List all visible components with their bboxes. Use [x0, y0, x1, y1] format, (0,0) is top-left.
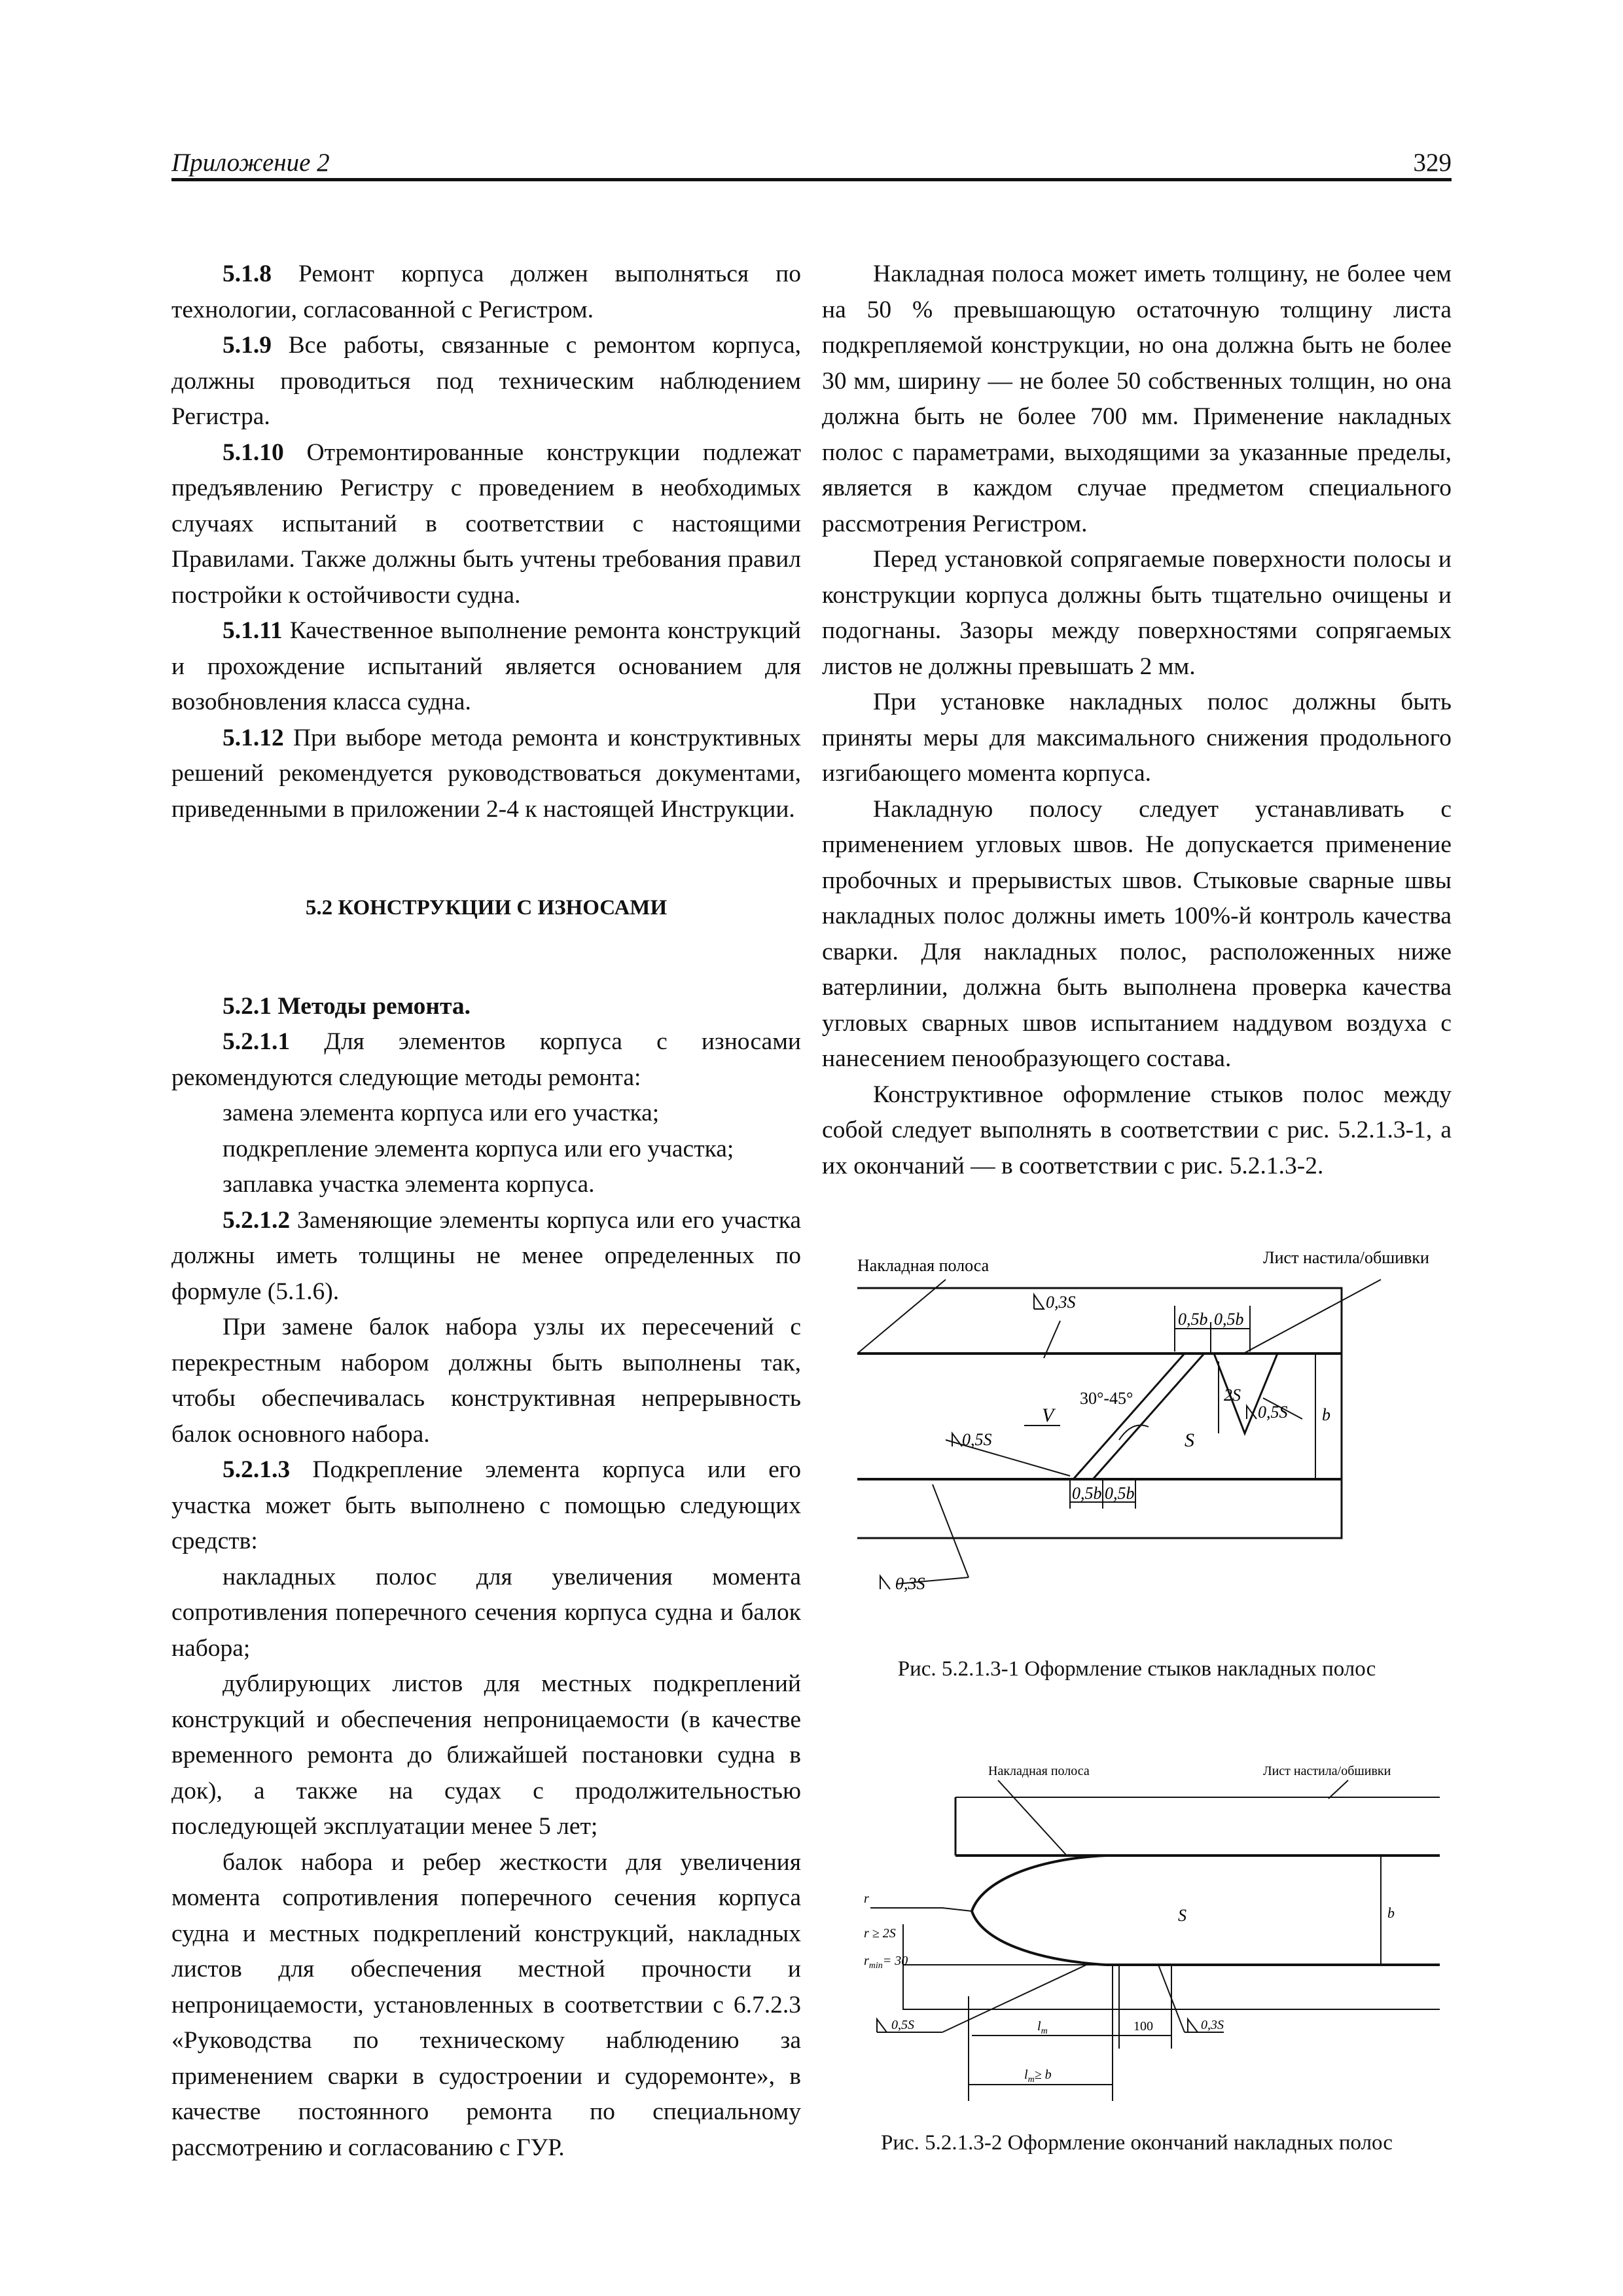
- dim-label: 0,5b: [1072, 1484, 1102, 1503]
- dim-b-label: b: [1322, 1405, 1330, 1424]
- header-rule: [171, 178, 1452, 181]
- section-title: 5.2 КОНСТРУКЦИИ С ИЗНОСАМИ: [305, 896, 668, 920]
- label-sheet: Лист настила/обшивки: [1263, 1764, 1391, 1778]
- paragraph-5-1-8: [171, 257, 801, 328]
- r-min-symbol: r: [864, 1954, 869, 1968]
- paragraph: Накладную полосу следует устанавливать с применением угловых швов. Не допускается применение пробочных и прерывистых швов. Стыковые сварные швы накладных полос должны иметь 100%-й контроль качества сварки. Для накладных полос, расположенных ниже ватерлинии, должна быть выполнена проверка качества угловых сварных швов испытанием наддувом воздуха с нанесением пенообразующего состава.: [822, 795, 1452, 1072]
- figure-1-caption: Рис. 5.2.1.3-1 Оформление стыков накладных полос: [897, 1657, 1376, 1681]
- paragraph: Перед установкой сопрягаемые поверхности полосы и конструкции корпуса должны быть тщательно очищены и подогнаны. Зазоры между поверхностями сопрягаемых листов не должны превышать 2 мм.: [822, 546, 1452, 680]
- paragraph-5-1-12: [171, 721, 801, 828]
- s-label: S: [1185, 1429, 1194, 1451]
- label-strip: Накладная полоса: [857, 1256, 990, 1275]
- weld-top-label: 0,3S: [1046, 1293, 1076, 1312]
- figure-strip-end: [851, 1741, 1453, 2147]
- paragraph-5-2-1-1: [171, 1024, 801, 1096]
- spacer: [171, 926, 801, 989]
- r-min-subscript: min: [868, 1961, 883, 1971]
- dim-label: 0,5b: [1214, 1310, 1244, 1329]
- label-sheet: Лист настила/обшивки: [1263, 1248, 1429, 1267]
- clause-number: 5.2.1.1: [223, 1028, 291, 1055]
- v-label: V: [1042, 1405, 1054, 1426]
- weld-bottom-label: 0,3S: [895, 1574, 925, 1593]
- strip-end-curve: [972, 1856, 1106, 1965]
- clause-number: 5.1.8: [223, 260, 272, 287]
- s-label: S: [1178, 1906, 1186, 1925]
- clause-number: 5.1.10: [223, 439, 284, 466]
- list-item: заплавка участка элемента корпуса.: [223, 1171, 595, 1198]
- paragraph: При установке накладных полос должны быть приняты меры для максимального снижения продольного изгибающего момента корпуса.: [822, 689, 1452, 787]
- right-column: [822, 257, 1452, 1184]
- figure-2-caption: Рис. 5.2.1.3-2 Оформление окончаний накладных полос: [880, 2131, 1393, 2155]
- clause-text: Отремонтированные конструкции подлежат предъявлению Регистру с проведением в необходимых случаях испытаний в соответствии с настоящими Правилами. Также должны быть учтены требования правил постройки к остойчивости судна.: [171, 439, 801, 609]
- subsection-heading: 5.2.1 Методы ремонта.: [223, 992, 471, 1020]
- clause-text: Заменяющие элементы корпуса или его участка должны иметь толщины не менее определенных по формуле (5.1.6).: [171, 1206, 801, 1305]
- weld-left-label: 0,5S: [891, 2018, 914, 2032]
- paragraph: Конструктивное оформление стыков полос между собой следует выполнять в соответствии с рис. 5.2.1.3-1, а их окончаний — в соответствии с рис. 5.2.1.3-2.: [822, 1081, 1452, 1179]
- lm-subscript: m: [1027, 2075, 1035, 2085]
- joint-line-2: [1093, 1354, 1204, 1479]
- list-item: замена элемента корпуса или его участка;: [223, 1100, 660, 1126]
- list-item: балок набора и ребер жесткости для увеличения момента сопротивления поперечного сечения корпуса судна и местных подкреплений конструкций, накладных листов для обеспечения местной прочности и непроницаемости, установленных в соответствии с 6.7.2.3 «Руководства по техническому наблюдению за применением сварки в судостроении и судоремонте», в качестве постоянного ремонта по специальному рассмотрению и согласованию с ГУР.: [171, 1848, 801, 2161]
- paragraph-5-2-1-2: [171, 1203, 801, 1310]
- r-min-value: = 30: [882, 1954, 908, 1968]
- clause-text: При выборе метода ремонта и конструктивных решений рекомендуется руководствоваться документами, приведенными в приложении 2-4 к настоящей Инструкции.: [171, 724, 801, 823]
- clause-number: 5.1.11: [223, 617, 283, 644]
- clause-text: Для элементов корпуса с износами рекомендуются следующие методы ремонта:: [171, 1028, 801, 1091]
- paragraph-5-1-10: [171, 435, 801, 614]
- figure-strip-joint: [844, 1244, 1453, 1715]
- dim-100-label: 100: [1133, 2019, 1153, 2034]
- r-label: r: [864, 1892, 869, 1906]
- paragraph: При замене балок набора узлы их пересечений с перекрестным набором должны быть выполнены так, чтобы обеспечивалась конструктивная непрерывность балок основного набора.: [171, 1314, 801, 1448]
- clause-number: 5.2.1.3: [223, 1456, 291, 1483]
- weld-left-label: 0,5S: [962, 1430, 992, 1449]
- list-item: подкрепление элемента корпуса или его участка;: [223, 1135, 734, 1162]
- joint-line: [1073, 1354, 1185, 1479]
- clause-number: 5.1.9: [223, 332, 272, 359]
- b-label: b: [1387, 1905, 1395, 1921]
- dim-2s-label: 2S: [1224, 1386, 1241, 1405]
- clause-number: 5.1.12: [223, 724, 284, 751]
- clause-text: Подкрепление элемента корпуса или его участка может быть выполнено с помощью следующих средств:: [171, 1456, 801, 1554]
- dim-label: 0,5b: [1105, 1484, 1135, 1503]
- clause-text: Все работы, связанные с ремонтом корпуса, должны проводиться под техническим наблюдением Регистра.: [171, 332, 801, 430]
- lm-ge-value: ≥ b: [1034, 2068, 1052, 2082]
- weld-right-label: 0,5S: [1258, 1403, 1288, 1422]
- lm-symbol: l: [1024, 2068, 1028, 2082]
- list-item: накладных полос для увеличения момента сопротивления поперечного сечения корпуса судна и балок набора;: [171, 1563, 801, 1662]
- r-min-label: [864, 1954, 908, 1971]
- angle-label: 30°-45°: [1080, 1389, 1133, 1408]
- r-ge-label: r ≥ 2S: [864, 1926, 896, 1941]
- lm-label: [1037, 2019, 1048, 2036]
- subsection-title: [171, 989, 801, 1025]
- lm-subscript: m: [1041, 2026, 1048, 2036]
- clause-number: 5.2.1.2: [223, 1206, 291, 1234]
- running-header: Приложение 2: [171, 149, 330, 177]
- clause-text: Ремонт корпуса должен выполняться по технологии, согласованной с Регистром.: [171, 260, 801, 323]
- paragraph-5-2-1-3: [171, 1452, 801, 1560]
- dim-label: 0,5b: [1178, 1310, 1208, 1329]
- page-number: 329: [1413, 149, 1452, 177]
- paragraph-5-1-9: [171, 328, 801, 435]
- label-strip: Накладная полоса: [988, 1764, 1090, 1778]
- weld-right-label: 0,3S: [1201, 2018, 1224, 2032]
- lm-ge-label: [1024, 2068, 1052, 2085]
- paragraph-5-1-11: [171, 613, 801, 721]
- paragraph: Накладная полоса может иметь толщину, не более чем на 50 % превышающую остаточную толщину листа подкрепляемой конструкции, но она должна быть не более 30 мм, ширину — не более 50 собственных толщин, но она должна быть не более 700 мм. Применение накладных полос с параметрами, выходящими за указанные пределы, является в каждом случае предметом специального рассмотрения Регистром.: [822, 260, 1452, 537]
- spacer: [171, 827, 801, 890]
- left-column: [171, 257, 801, 2166]
- lm-symbol: l: [1037, 2019, 1041, 2034]
- clause-text: Качественное выполнение ремонта конструкций и прохождение испытаний является основанием для возобновления класса судна.: [171, 617, 801, 715]
- list-item: дублирующих листов для местных подкреплений конструкций и обеспечения непроницаемости (в качестве временного ремонта до ближайшей постановки судна в док), а также на судах с продолжительностью последующей эксплуатации менее 5 лет;: [171, 1670, 801, 1840]
